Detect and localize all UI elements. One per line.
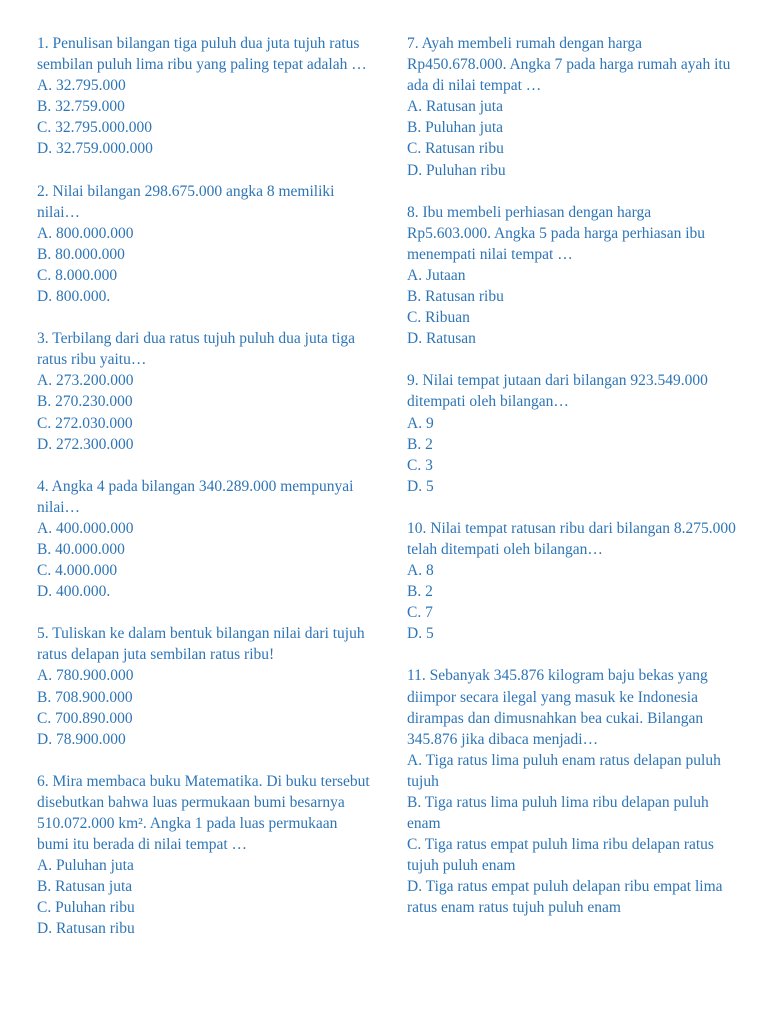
- option-b: B. 2: [407, 435, 433, 453]
- option-b: B. 270.230.000: [37, 393, 133, 411]
- question-10: [407, 518, 737, 645]
- option-d: D. 5: [407, 625, 434, 643]
- option-d: D. Tiga ratus empat puluh delapan ribu empat lima ratus enam ratus tujuh puluh enam: [407, 878, 723, 917]
- question-text: 10. Nilai tempat ratusan ribu dari bilangan 8.275.000 telah ditempati oleh bilangan…: [407, 519, 736, 558]
- question-text: 9. Nilai tempat jutaan dari bilangan 923.549.000 ditempati oleh bilangan…: [407, 372, 708, 411]
- option-d: D. Ratusan: [407, 330, 476, 348]
- option-a: A. Puluhan juta: [37, 857, 134, 875]
- left-column: [37, 33, 372, 961]
- option-b: B. 40.000.000: [37, 540, 125, 558]
- question-9: [407, 370, 737, 497]
- option-b: B. Tiga ratus lima puluh lima ribu delapan puluh enam: [407, 794, 709, 833]
- option-a: A. 8: [407, 562, 434, 580]
- option-d: D. 800.000.: [37, 288, 111, 306]
- option-c: C. 32.795.000.000: [37, 119, 152, 137]
- option-b: B. Ratusan ribu: [407, 288, 504, 306]
- question-4: [37, 476, 372, 603]
- option-a: A. 800.000.000: [37, 224, 134, 242]
- option-c: C. Ratusan ribu: [407, 140, 504, 158]
- question-text: 3. Terbilang dari dua ratus tujuh puluh dua juta tiga ratus ribu yaitu…: [37, 330, 356, 369]
- option-a: A. 780.900.000: [37, 667, 134, 685]
- option-c: C. Puluhan ribu: [37, 899, 135, 917]
- option-d: D. Puluhan ribu: [407, 161, 506, 179]
- option-b: B. Ratusan juta: [37, 878, 133, 896]
- question-text: 6. Mira membaca buku Matematika. Di buku tersebut disebutkan bahwa luas permukaan bumi besarnya 510.072.000 km². Angka 1 pada luas permukaan bumi itu berada di nilai tempat …: [37, 772, 370, 854]
- option-a: A. 273.200.000: [37, 372, 134, 390]
- question-text: 7. Ayah membeli rumah dengan harga Rp450.678.000. Angka 7 pada harga rumah ayah itu ada di nilai tempat …: [407, 35, 731, 95]
- question-5: [37, 623, 372, 750]
- option-c: C. Ribuan: [407, 309, 470, 327]
- option-b: B. Puluhan juta: [407, 119, 504, 137]
- option-a: A. Tiga ratus lima puluh enam ratus delapan puluh tujuh: [407, 751, 721, 790]
- option-b: B. 80.000.000: [37, 245, 125, 263]
- option-d: D. 400.000.: [37, 583, 111, 601]
- option-d: D. Ratusan ribu: [37, 920, 135, 938]
- option-c: C. 7: [407, 604, 433, 622]
- option-c: C. 4.000.000: [37, 562, 118, 580]
- question-8: [407, 202, 737, 350]
- option-d: D. 32.759.000.000: [37, 140, 153, 158]
- question-6: [37, 771, 372, 940]
- option-c: C. 8.000.000: [37, 266, 118, 284]
- option-c: C. 272.030.000: [37, 414, 133, 432]
- option-a: A. 400.000.000: [37, 519, 134, 537]
- question-3: [37, 328, 372, 455]
- option-b: B. 708.900.000: [37, 688, 133, 706]
- option-d: D. 78.900.000: [37, 730, 126, 748]
- option-a: A. Jutaan: [407, 266, 466, 284]
- option-a: A. 9: [407, 414, 434, 432]
- option-b: B. 32.759.000: [37, 98, 125, 116]
- option-a: A. 32.795.000: [37, 77, 126, 95]
- option-c: C. 700.890.000: [37, 709, 133, 727]
- question-text: 8. Ibu membeli perhiasan dengan harga Rp5.603.000. Angka 5 pada harga perhiasan ibu menempati nilai tempat …: [407, 203, 706, 263]
- question-text: 11. Sebanyak 345.876 kilogram baju bekas yang diimpor secara ilegal yang masuk ke Indonesia dirampas dan dimusnahkan bea cukai. Bilangan 345.876 jika dibaca menjadi…: [407, 667, 708, 748]
- question-text: 2. Nilai bilangan 298.675.000 angka 8 memiliki nilai…: [37, 182, 335, 221]
- option-c: C. 3: [407, 456, 433, 474]
- question-11: [407, 665, 737, 918]
- question-text: 5. Tuliskan ke dalam bentuk bilangan nilai dari tujuh ratus delapan juta sembilan ratus ribu!: [37, 625, 365, 664]
- option-c: C. Tiga ratus empat puluh lima ribu delapan ratus tujuh puluh enam: [407, 836, 714, 875]
- question-text: 1. Penulisan bilangan tiga puluh dua juta tujuh ratus sembilan puluh lima ribu yang paling tepat adalah …: [37, 35, 367, 74]
- question-7: [407, 33, 737, 181]
- option-d: D. 272.300.000: [37, 435, 134, 453]
- question-text: 4. Angka 4 pada bilangan 340.289.000 mempunyai nilai…: [37, 477, 354, 516]
- option-b: B. 2: [407, 583, 433, 601]
- question-1: [37, 33, 372, 160]
- question-2: [37, 181, 372, 308]
- option-a: A. Ratusan juta: [407, 98, 503, 116]
- right-column: [407, 33, 737, 940]
- option-d: D. 5: [407, 477, 434, 495]
